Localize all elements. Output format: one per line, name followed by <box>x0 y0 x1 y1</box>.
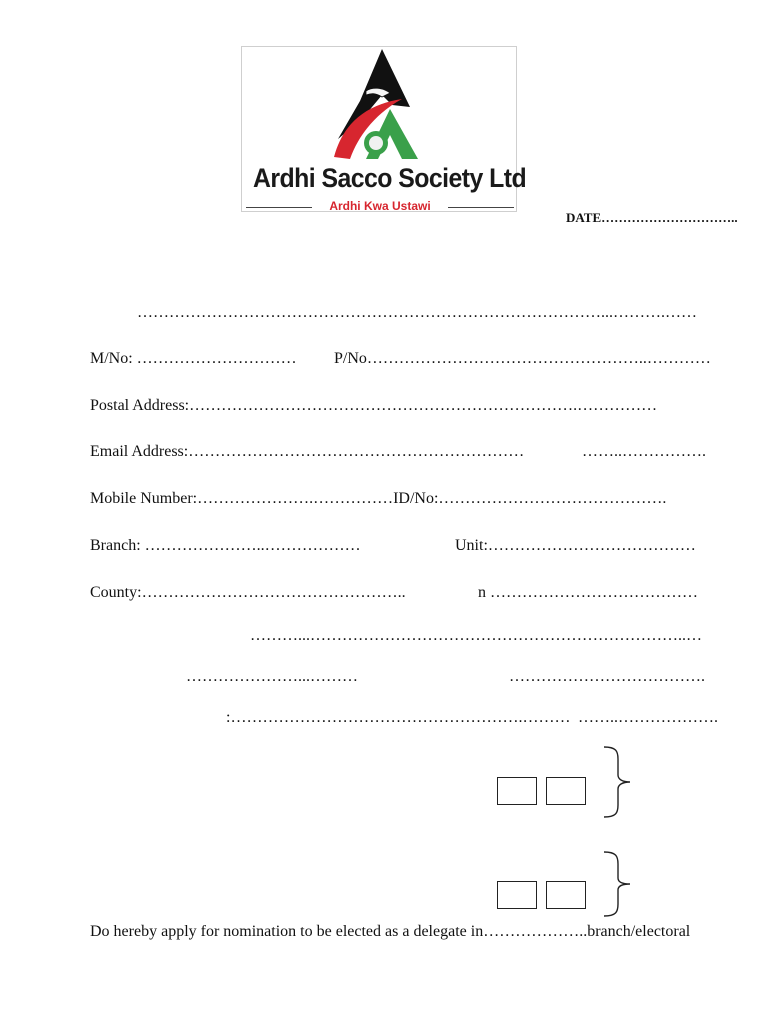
blank-line-1[interactable]: ………...……………………………………………………………..… <box>250 627 702 644</box>
county-right-field[interactable]: n ………………………………… <box>478 584 698 601</box>
apply-statement: Do hereby apply for nomination to be elected as a delegate in………………..branch/electoral <box>90 923 691 940</box>
blank-line-2-right[interactable]: ………………………………. <box>509 668 705 685</box>
member-number-field[interactable]: M/No: ………………………… <box>90 350 297 367</box>
right-brace-icon <box>602 850 634 918</box>
payroll-number-field[interactable]: P/No……………………………………………..………… <box>334 350 711 367</box>
email-address-field-extra[interactable]: ……..……………. <box>582 443 706 460</box>
checkbox-3[interactable] <box>497 881 537 909</box>
logo-rule-right <box>448 207 514 208</box>
name-field[interactable]: ……………………………………………………………………………...……….…… <box>137 304 697 321</box>
checkbox-2[interactable] <box>546 777 586 805</box>
logo-name: Ardhi Sacco Society Ltd <box>253 163 527 193</box>
blank-line-3-right[interactable]: ……..………………. <box>578 709 718 726</box>
email-address-field[interactable]: Email Address:……………………………………………………… <box>90 443 525 460</box>
date-field[interactable]: DATE………………………….. <box>566 210 738 225</box>
blank-line-2-left[interactable]: …………………...……… <box>186 668 358 685</box>
checkbox-4[interactable] <box>546 881 586 909</box>
mobile-id-field[interactable]: Mobile Number:………………….……………ID/No:……………………………………. <box>90 490 667 507</box>
blank-line-3-left[interactable]: :……………………………………………….……… <box>226 709 571 726</box>
logo-emblem-icon <box>242 47 518 167</box>
postal-address-field[interactable]: Postal Address:……………………………………………………………….…………… <box>90 397 658 414</box>
branch-field[interactable]: Branch: …………………..……………… <box>90 537 361 554</box>
logo-tagline: Ardhi Kwa Ustawi <box>329 199 431 213</box>
county-field[interactable]: County:………………………………………….. <box>90 584 406 601</box>
checkbox-1[interactable] <box>497 777 537 805</box>
sacco-logo <box>241 46 527 213</box>
unit-field[interactable]: Unit:………………………………… <box>455 537 696 554</box>
right-brace-icon <box>602 745 634 819</box>
